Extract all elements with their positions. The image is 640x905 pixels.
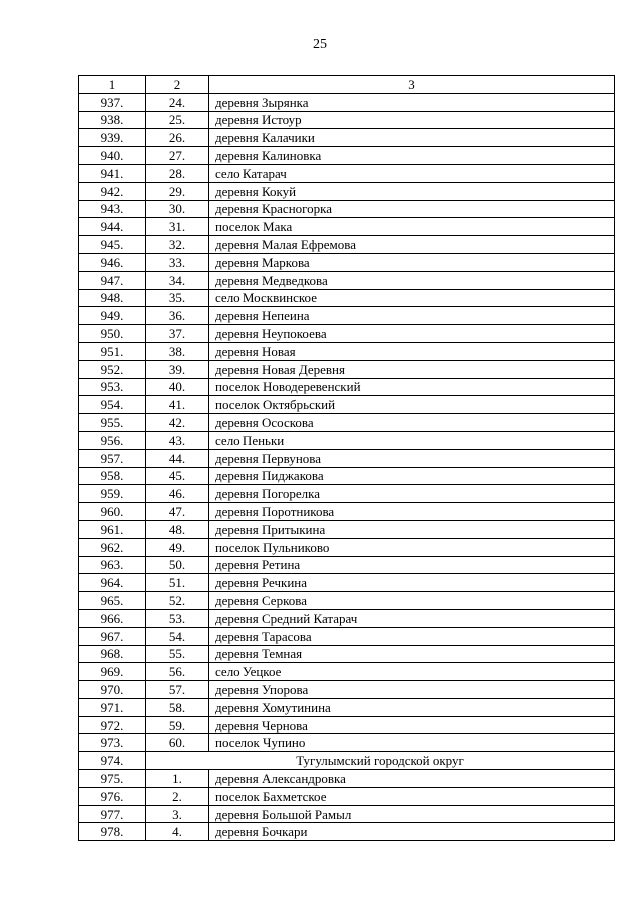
local-number: 48. [146,520,209,538]
row-number: 945. [79,236,146,254]
local-number: 3. [146,805,209,823]
row-number: 972. [79,716,146,734]
table-row [79,467,615,485]
row-number: 961. [79,520,146,538]
settlement-name: деревня Александровка [209,770,615,788]
row-number: 944. [79,218,146,236]
table-row [79,164,615,182]
table-row [79,111,615,129]
row-number: 951. [79,342,146,360]
table-row [79,538,615,556]
row-number: 954. [79,396,146,414]
settlements-table-body [79,76,615,841]
settlement-name: деревня Погорелка [209,485,615,503]
table-row [79,378,615,396]
row-number: 969. [79,663,146,681]
table-row [79,627,615,645]
settlement-name: деревня Новая [209,342,615,360]
row-number: 971. [79,698,146,716]
settlement-name: деревня Чернова [209,716,615,734]
local-number: 50. [146,556,209,574]
settlement-name: деревня Притыкина [209,520,615,538]
row-number: 976. [79,787,146,805]
settlement-name: деревня Пиджакова [209,467,615,485]
settlement-name: деревня Тарасова [209,627,615,645]
local-number: 35. [146,289,209,307]
settlement-name: деревня Бочкари [209,823,615,841]
local-number: 54. [146,627,209,645]
settlement-name: деревня Большой Рамыл [209,805,615,823]
settlement-name: село Катарач [209,164,615,182]
row-number: 973. [79,734,146,752]
settlement-name: деревня Непеина [209,307,615,325]
table-row [79,716,615,734]
settlement-name: деревня Поротникова [209,503,615,521]
local-number: 58. [146,698,209,716]
local-number: 28. [146,164,209,182]
local-number: 60. [146,734,209,752]
settlement-name: село Уецкое [209,663,615,681]
settlement-name: деревня Истоур [209,111,615,129]
settlement-name: деревня Медведкова [209,271,615,289]
local-number: 26. [146,129,209,147]
table-row [79,574,615,592]
local-number: 25. [146,111,209,129]
table-row [79,271,615,289]
row-number: 974. [79,752,146,770]
table-row [79,396,615,414]
row-number: 958. [79,467,146,485]
settlement-name: поселок Бахметское [209,787,615,805]
local-number: 37. [146,325,209,343]
table-row [79,182,615,200]
settlement-name: деревня Калиновка [209,147,615,165]
table-row [79,485,615,503]
local-number: 31. [146,218,209,236]
local-number: 24. [146,93,209,111]
local-number: 34. [146,271,209,289]
table-row [79,218,615,236]
local-number: 38. [146,342,209,360]
local-number: 29. [146,182,209,200]
row-number: 938. [79,111,146,129]
table-header-row [79,76,615,94]
table-row [79,253,615,271]
table-row [79,307,615,325]
local-number: 33. [146,253,209,271]
settlement-name: деревня Маркова [209,253,615,271]
settlement-name: деревня Неупокоева [209,325,615,343]
row-number: 946. [79,253,146,271]
settlement-name: село Москвинское [209,289,615,307]
settlement-name: деревня Средний Катарач [209,609,615,627]
local-number: 2. [146,787,209,805]
local-number: 41. [146,396,209,414]
table-row [79,520,615,538]
column-header-2: 2 [146,76,209,94]
local-number: 40. [146,378,209,396]
settlement-name: село Пеньки [209,431,615,449]
row-number: 943. [79,200,146,218]
local-number: 57. [146,681,209,699]
row-number: 950. [79,325,146,343]
settlement-name: деревня Красногорка [209,200,615,218]
row-number: 956. [79,431,146,449]
local-number: 56. [146,663,209,681]
row-number: 941. [79,164,146,182]
settlement-name: деревня Кокуй [209,182,615,200]
table-row [79,129,615,147]
table-row [79,787,615,805]
row-number: 942. [79,182,146,200]
table-row [79,93,615,111]
settlement-name: поселок Мака [209,218,615,236]
settlement-name: деревня Первунова [209,449,615,467]
row-number: 947. [79,271,146,289]
settlement-name: деревня Калачики [209,129,615,147]
page-number: 25 [313,37,327,52]
table-row [79,663,615,681]
column-header-3: 3 [209,76,615,94]
local-number: 1. [146,770,209,788]
table-row [79,414,615,432]
table-row [79,805,615,823]
section-title: Тугулымский городской округ [146,752,615,770]
table-row [79,556,615,574]
table-row [79,289,615,307]
settlement-name: деревня Малая Ефремова [209,236,615,254]
row-number: 968. [79,645,146,663]
table-row [79,200,615,218]
table-row [79,770,615,788]
local-number: 47. [146,503,209,521]
row-number: 953. [79,378,146,396]
row-number: 964. [79,574,146,592]
table-row [79,645,615,663]
settlement-name: деревня Ососкова [209,414,615,432]
local-number: 39. [146,360,209,378]
table-row [79,431,615,449]
local-number: 43. [146,431,209,449]
row-number: 949. [79,307,146,325]
settlement-name: деревня Хомутинина [209,698,615,716]
row-number: 957. [79,449,146,467]
table-row [79,360,615,378]
local-number: 46. [146,485,209,503]
table-row [79,449,615,467]
row-number: 962. [79,538,146,556]
local-number: 49. [146,538,209,556]
row-number: 948. [79,289,146,307]
local-number: 44. [146,449,209,467]
settlement-name: деревня Серкова [209,592,615,610]
local-number: 4. [146,823,209,841]
row-number: 960. [79,503,146,521]
table-row [79,698,615,716]
row-number: 952. [79,360,146,378]
settlement-name: поселок Пульниково [209,538,615,556]
table-row [79,609,615,627]
row-number: 978. [79,823,146,841]
table-row [79,503,615,521]
settlement-name: поселок Чупино [209,734,615,752]
local-number: 27. [146,147,209,165]
settlement-name: поселок Октябрьский [209,396,615,414]
row-number: 955. [79,414,146,432]
row-number: 966. [79,609,146,627]
table-row [79,681,615,699]
local-number: 52. [146,592,209,610]
row-number: 975. [79,770,146,788]
local-number: 55. [146,645,209,663]
local-number: 30. [146,200,209,218]
local-number: 42. [146,414,209,432]
column-header-1: 1 [79,76,146,94]
settlement-name: деревня Новая Деревня [209,360,615,378]
table-row [79,325,615,343]
row-number: 937. [79,93,146,111]
row-number: 963. [79,556,146,574]
table-row [79,734,615,752]
settlement-name: поселок Новодеревенский [209,378,615,396]
row-number: 977. [79,805,146,823]
settlement-name: деревня Зырянка [209,93,615,111]
row-number: 965. [79,592,146,610]
row-number: 940. [79,147,146,165]
local-number: 53. [146,609,209,627]
local-number: 45. [146,467,209,485]
section-row [79,752,615,770]
local-number: 59. [146,716,209,734]
table-row [79,236,615,254]
table-row [79,592,615,610]
row-number: 967. [79,627,146,645]
row-number: 939. [79,129,146,147]
local-number: 32. [146,236,209,254]
table-row [79,147,615,165]
row-number: 970. [79,681,146,699]
settlement-name: деревня Темная [209,645,615,663]
local-number: 36. [146,307,209,325]
row-number: 959. [79,485,146,503]
settlement-name: деревня Речкина [209,574,615,592]
table-row [79,823,615,841]
table-row [79,342,615,360]
settlements-table [78,75,615,841]
settlement-name: деревня Ретина [209,556,615,574]
local-number: 51. [146,574,209,592]
settlement-name: деревня Упорова [209,681,615,699]
